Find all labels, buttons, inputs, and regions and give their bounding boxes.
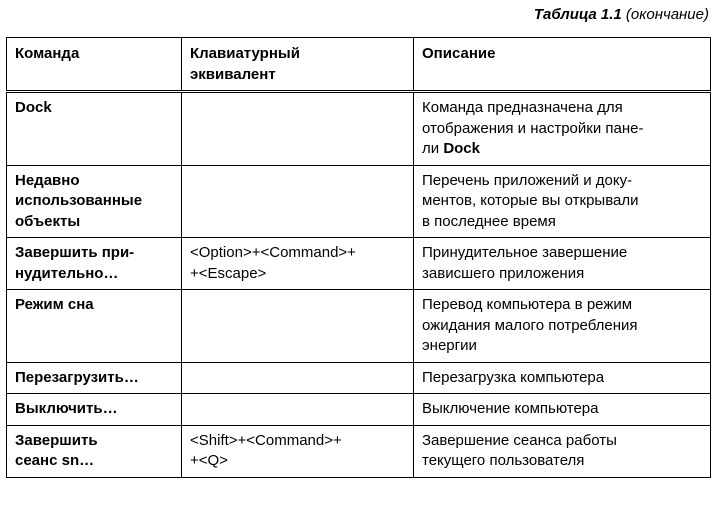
description-line: Перечень приложений и доку-	[422, 171, 633, 189]
command-cell	[7, 290, 182, 363]
command-text: Dock	[15, 99, 52, 116]
table-row	[7, 92, 711, 166]
description-line: ментов, которые вы открывали	[422, 192, 639, 209]
description-line: Перезагрузка компьютера	[422, 368, 605, 386]
header-shortcut-line-1: Клавиатурный	[190, 45, 300, 62]
command-text: Недавно	[15, 171, 80, 189]
table-row	[7, 238, 711, 290]
command-text: Завершить при-	[15, 244, 135, 261]
table-row	[7, 165, 711, 238]
shortcut-cell	[182, 394, 414, 426]
shortcut-text: <Option>+<Command>+	[190, 244, 356, 261]
table-caption-suffix: (окончание)	[621, 6, 709, 23]
description-line: текущего пользователя	[422, 452, 585, 469]
description-text: ли	[422, 140, 444, 157]
command-cell	[7, 425, 182, 477]
command-text: сеанс sn…	[15, 452, 95, 469]
command-text: Перезагрузить…	[15, 368, 139, 386]
command-cell	[7, 394, 182, 426]
description-line: энергии	[422, 337, 477, 354]
description-line: Перевод компьютера в режим	[422, 296, 633, 313]
command-text: объекты	[15, 212, 81, 230]
table-row	[7, 362, 711, 394]
header-command-text: Команда	[15, 45, 80, 62]
table-row	[7, 425, 711, 477]
description-line: Команда предназначена для	[422, 99, 623, 116]
description-cell	[414, 290, 711, 363]
description-cell	[414, 362, 711, 394]
table-header-row	[7, 38, 711, 92]
description-line: Выключение компьютера	[422, 400, 599, 417]
shortcut-cell	[182, 290, 414, 363]
command-text: Выключить…	[15, 400, 118, 417]
table-caption-label: Таблица 1.1	[533, 6, 622, 23]
shortcut-text: +<Escape>	[190, 264, 267, 282]
command-cell	[7, 238, 182, 290]
shortcut-cell	[182, 425, 414, 477]
description-line-with-bold	[422, 139, 702, 160]
command-text: Режим сна	[15, 296, 94, 313]
description-line: Принудительное завершение	[422, 244, 628, 261]
header-description-text: Описание	[422, 45, 496, 62]
description-line: в последнее время	[422, 212, 556, 230]
command-text: Завершить	[15, 431, 98, 449]
shortcut-cell	[182, 92, 414, 166]
table-row	[7, 290, 711, 363]
description-line: отображения и настройки пане-	[422, 119, 644, 137]
description-bold-term: Dock	[443, 140, 480, 157]
description-cell	[414, 92, 711, 166]
shortcut-cell	[182, 238, 414, 290]
description-cell	[414, 394, 711, 426]
command-cell	[7, 92, 182, 166]
table-row	[7, 394, 711, 426]
header-description	[414, 38, 711, 92]
command-text: использованные	[15, 192, 143, 209]
command-text: нудительно…	[15, 264, 119, 282]
description-cell	[414, 165, 711, 238]
description-line: зависшего приложения	[422, 264, 585, 282]
shortcut-text: <Shift>+<Command>+	[190, 431, 342, 449]
header-shortcut-line-2: эквивалент	[190, 65, 276, 83]
header-command	[7, 38, 182, 92]
description-line: Завершение сеанса работы	[422, 431, 617, 449]
header-shortcut	[182, 38, 414, 92]
shortcut-cell	[182, 165, 414, 238]
shortcut-text: +<Q>	[190, 452, 228, 469]
shortcut-cell	[182, 362, 414, 394]
description-cell	[414, 425, 711, 477]
command-cell	[7, 362, 182, 394]
description-cell	[414, 238, 711, 290]
table-caption	[534, 6, 709, 24]
command-cell	[7, 165, 182, 238]
commands-table	[6, 37, 711, 478]
description-line: ожидания малого потребления	[422, 316, 638, 334]
